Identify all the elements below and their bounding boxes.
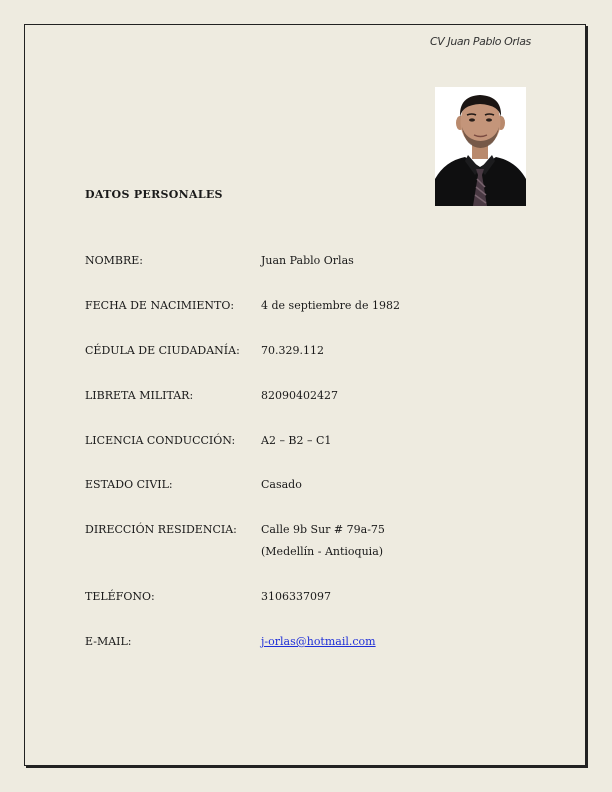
label-cedula: CÉDULA DE CIUDADANÍA: — [85, 344, 240, 357]
value-nombre: Juan Pablo Orlas — [261, 254, 354, 267]
value-fecha-nacimiento: 4 de septiembre de 1982 — [261, 299, 400, 312]
label-telefono: TELÉFONO: — [85, 590, 155, 603]
label-libreta-militar: LIBRETA MILITAR: — [85, 389, 194, 402]
value-estado-civil: Casado — [261, 478, 302, 491]
value-licencia-conduccion: A2 – B2 – C1 — [261, 434, 332, 447]
profile-photo — [435, 87, 526, 206]
email-link[interactable]: j-orlas@hotmail.com — [261, 635, 376, 648]
label-fecha-nacimiento: FECHA DE NACIMIENTO: — [85, 299, 235, 312]
value-direccion-line1: Calle 9b Sur # 79a-75 — [261, 523, 385, 536]
value-telefono: 3106337097 — [261, 590, 331, 603]
document-header-title: CV Juan Pablo Orlas — [430, 35, 531, 48]
label-estado-civil: ESTADO CIVIL: — [85, 478, 173, 491]
label-licencia-conduccion: LICENCIA CONDUCCIÓN: — [85, 434, 236, 447]
value-direccion-line2: (Medellín - Antioquia) — [261, 545, 384, 558]
label-nombre: NOMBRE: — [85, 254, 144, 267]
label-direccion-residencia: DIRECCIÓN RESIDENCIA: — [85, 523, 237, 536]
label-email: E-MAIL: — [85, 635, 132, 648]
section-title-datos-personales: DATOS PERSONALES — [85, 188, 223, 201]
value-cedula: 70.329.112 — [261, 344, 324, 357]
value-libreta-militar: 82090402427 — [261, 389, 338, 402]
